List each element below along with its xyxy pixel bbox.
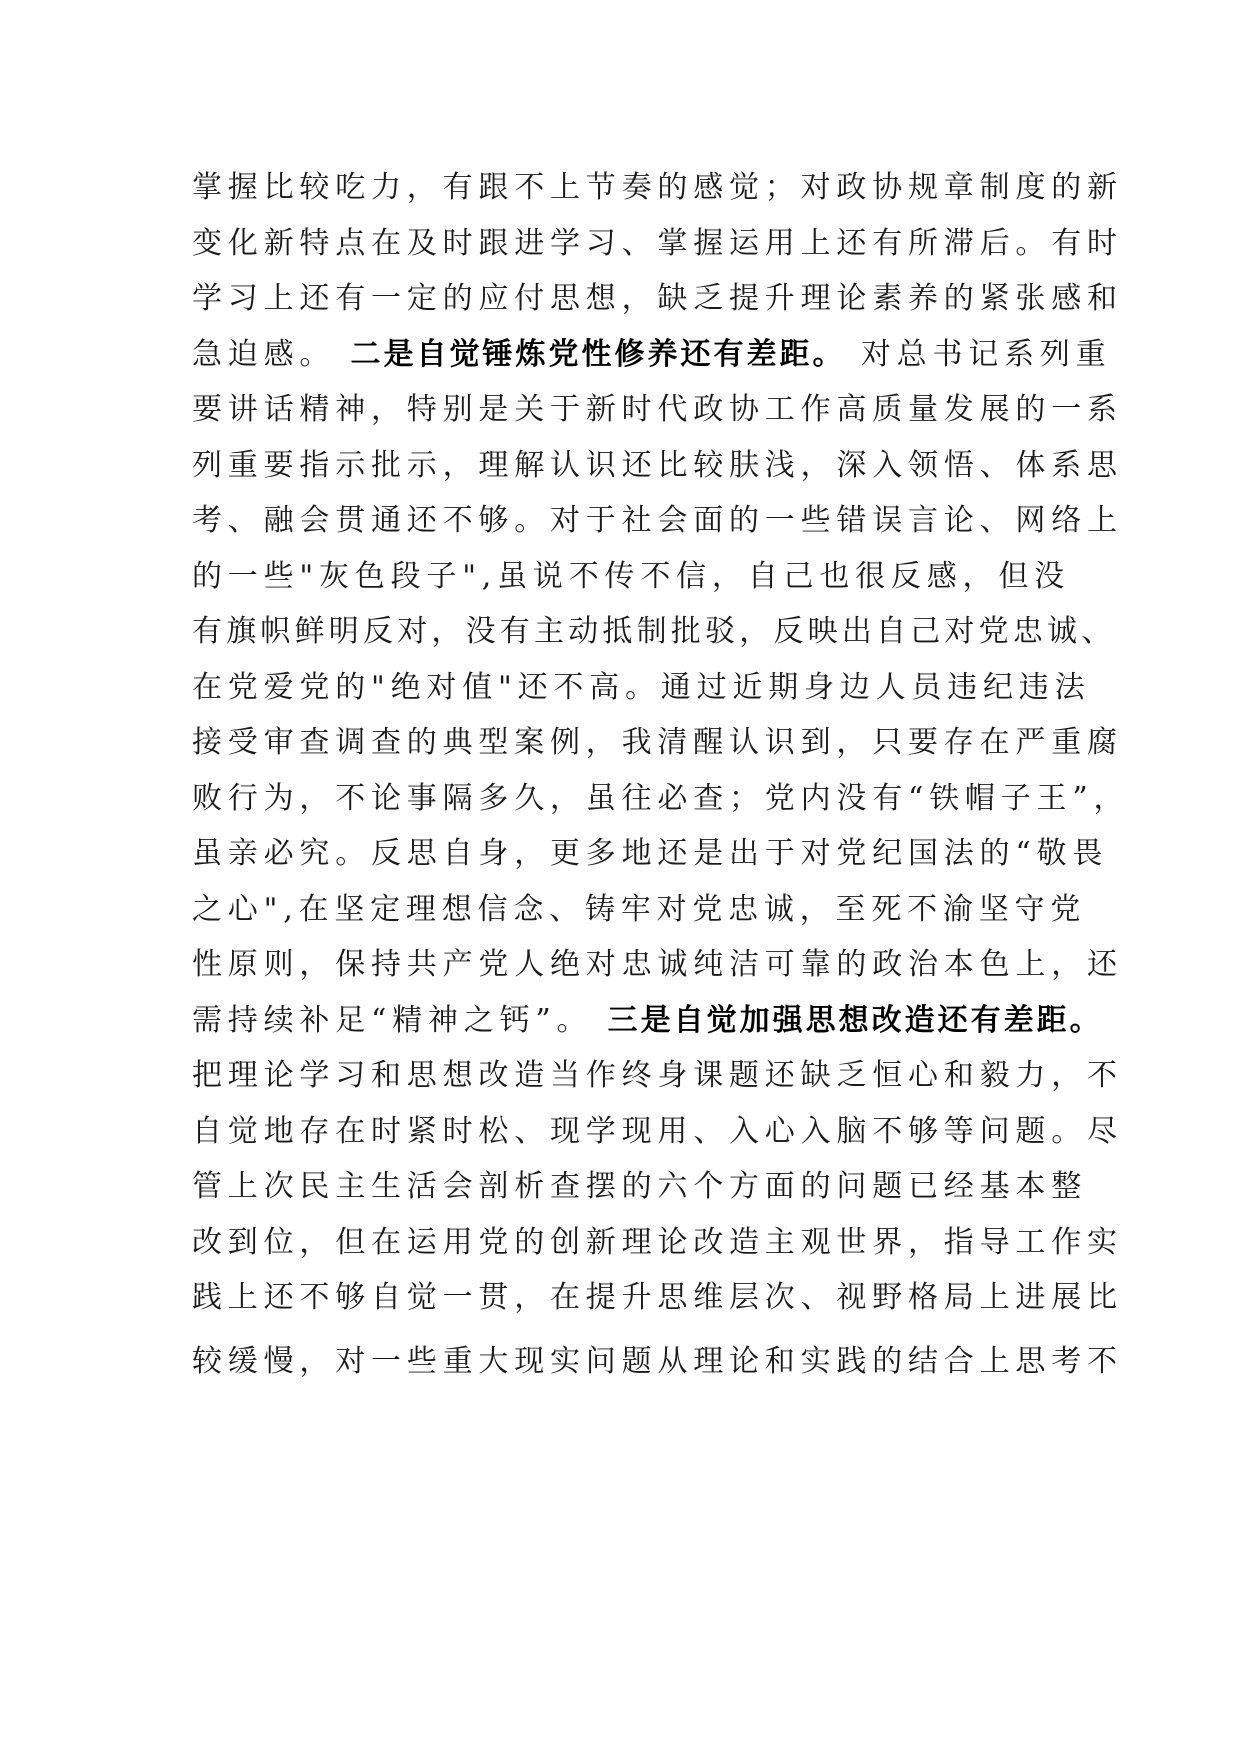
text-segment: 之心",在坚定理想信念、铸牢对党忠诚，至死不渝坚守党 [192, 891, 1087, 927]
text-line [192, 271, 1123, 327]
text-line [192, 882, 1087, 938]
text-line [192, 1334, 1123, 1390]
body-text [192, 160, 1130, 1389]
text-line [192, 160, 1123, 216]
section-heading: 二是自觉锤炼党性修养还有差距。 [350, 336, 846, 372]
text-segment: 接受审查调查的典型案例，我清醒认识到，只要存在严重腐 [192, 725, 1123, 760]
text-line [192, 438, 1123, 494]
text-line [192, 1270, 1123, 1326]
text-segment: 学习上还有一定的应付思想，缺乏提升理论素养的紧张感和 [192, 281, 1123, 316]
text-segment: 急迫感。 [192, 336, 351, 372]
text-segment: 考、融会贯通还不够。对于社会面的一些错误言论、网络上 [192, 503, 1123, 538]
text-segment: 掌握比较吃力，有跟不上节奏的感觉；对政协规章制度的新 [192, 170, 1123, 205]
text-segment: 性原则，保持共产党人绝对忠诚纯洁可靠的政治本色上，还 [192, 947, 1123, 982]
text-segment: 自觉地存在时紧时松、现学现用、入心入脑不够等问题。尽 [192, 1113, 1123, 1149]
text-line [192, 993, 1103, 1049]
text-line [192, 493, 1123, 549]
text-segment: 变化新特点在及时跟进学习、掌握运用上还有所滞后。有时 [192, 225, 1123, 261]
text-segment: 要讲话精神，特别是关于新时代政协工作高质量发展的一系 [192, 392, 1123, 427]
text-line [192, 216, 1123, 272]
text-segment: 践上还不够自觉一贯，在提升思维层次、视野格局上进展比 [192, 1280, 1123, 1315]
text-segment: 把理论学习和思想改造当作终身课题还缺乏恒心和毅力，不 [192, 1058, 1123, 1093]
text-line [192, 771, 1130, 827]
text-line [192, 937, 1123, 993]
text-line [192, 1048, 1123, 1104]
text-segment: 列重要指示批示，理解认识还比较肤浅，深入领悟、体系思 [192, 447, 1123, 483]
text-segment: 较缓慢，对一些重大现实问题从理论和实践的结合上思考不 [192, 1343, 1123, 1379]
text-segment: 需持续补足“精神之钙”。 [192, 1002, 608, 1038]
text-segment: 的一些"灰色段子",虽说不传不信，自己也很反感，但没 [192, 558, 1070, 594]
text-segment: 对总书记系列重 [845, 336, 1112, 372]
text-segment: 管上次民主生活会剖析查摆的六个方面的问题已经基本整 [192, 1169, 1087, 1204]
text-segment: 改到位，但在运用党的创新理论改造主观世界，指导工作实 [192, 1224, 1123, 1260]
text-line [192, 1159, 1087, 1215]
text-segment: 虽亲必究。反思自身，更多地还是出于对党纪国法的“敬畏 [192, 836, 1109, 871]
text-line [192, 826, 1109, 882]
text-line [192, 1104, 1123, 1160]
text-segment: 在党爱党的"绝对值"还不高。通过近期身边人员违纪违法 [192, 669, 1091, 705]
text-line [192, 1215, 1123, 1271]
text-segment: 败行为，不论事隔多久，虽往必查；党内没有“铁帽子王”， [192, 780, 1130, 816]
text-line [192, 604, 1116, 660]
text-line [192, 549, 1070, 605]
text-line [192, 327, 1112, 383]
text-line [192, 660, 1091, 716]
section-heading: 三是自觉加强思想改造还有差距。 [607, 1002, 1103, 1038]
text-segment: 有旗帜鲜明反对，没有主动抵制批驳，反映出自己对党忠诚、 [192, 614, 1116, 649]
text-line [192, 382, 1123, 438]
text-line [192, 715, 1123, 771]
